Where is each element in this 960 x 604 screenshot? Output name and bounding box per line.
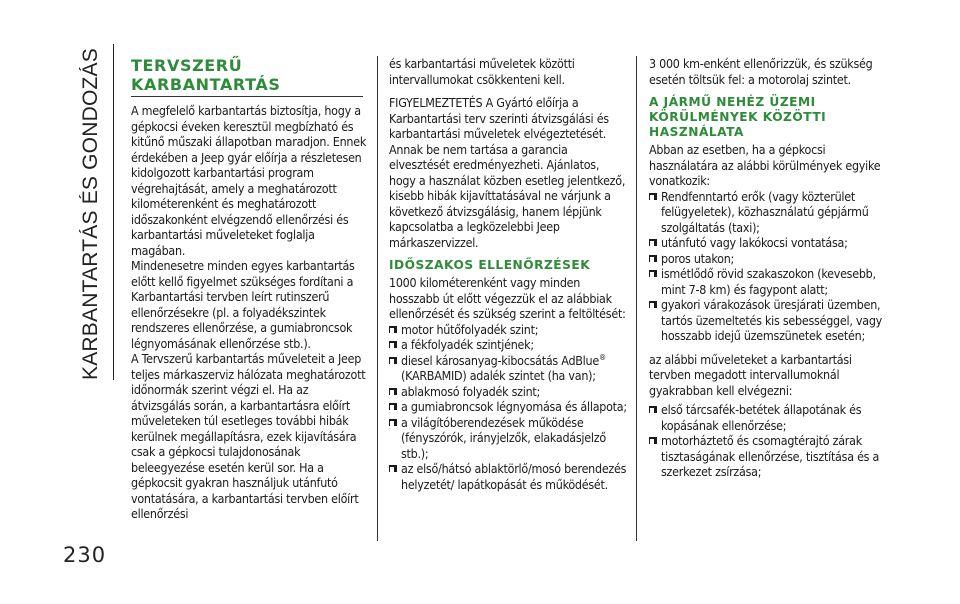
list-item — [649, 402, 887, 433]
check-list — [389, 322, 627, 493]
column-3 — [649, 56, 887, 480]
checkbox-bullet-icon — [389, 357, 397, 364]
list-item — [649, 235, 887, 251]
checkbox-bullet-icon — [649, 437, 657, 444]
list-item — [389, 399, 627, 415]
column-divider-2 — [636, 56, 637, 541]
column-1 — [131, 56, 369, 522]
list-item-text: Rendfenntartó erők (vagy közterület felügyeletek), közhasználatú gépjármű szolgáltatás (taxi); — [661, 188, 869, 235]
checkbox-bullet-icon — [389, 326, 397, 333]
list-item-text: az első/hátsó ablaktörlő/mosó berendezés helyzetét/ lapátkopását és működését. — [401, 461, 627, 492]
paragraph: A Tervszerű karbantartás műveleteit a Jeep teljes márkaszerviz hálózata meghatározott időnormák szerint végzi el. Ha az átvizsgálás során, a karbantartásra előírt műveleteken túl esetleges további hibák kerülnek megállapításra, ezek kijavítására csak a gépkocsi tulajdonosának beleegyezése esetén kerül sor. Ha a gépkocsit gyakran használjuk utánfutó vontatására, a karbantartási tervben előírt ellenőrzési — [131, 351, 366, 521]
registered-mark: ® — [598, 352, 606, 362]
list-item-text: utánfutó vagy lakókocsi vontatása; — [661, 235, 848, 250]
list-item-text: a világítóberendezések működése (fényszórók, irányjelzők, elakadásjelző stb.); — [401, 414, 606, 461]
sidebar-divider — [113, 44, 114, 380]
column-2 — [389, 56, 627, 492]
list-item-text: diesel károsanyag-kibocsátás AdBlue — [401, 352, 599, 368]
subheading-periodic-checks: IDŐSZAKOS ELLENŐRZÉSEK — [389, 258, 591, 272]
checkbox-bullet-icon — [649, 193, 657, 200]
paragraph: az alábbi műveleteket a karbantartási tervben megadott intervallumoknál gyakrabban kell elvégezni: — [649, 351, 852, 398]
operations-list — [649, 402, 887, 480]
list-item-text: a fékfolyadék szintjének; — [401, 337, 534, 352]
checkbox-bullet-icon — [389, 403, 397, 410]
list-item — [389, 461, 627, 492]
checkbox-bullet-icon — [649, 406, 657, 413]
list-item — [389, 384, 627, 400]
list-item-text: első tárcsafék-betétek állapotának és kopásának ellenőrzése; — [661, 402, 862, 433]
checkbox-bullet-icon — [649, 255, 657, 262]
heading-line-2: KARBANTARTÁS — [131, 75, 281, 94]
checkbox-bullet-icon — [389, 341, 397, 348]
section-title-vertical: KARBANTARTÁS ÉS GONDOZÁS — [79, 48, 102, 380]
heading-underline — [131, 96, 363, 97]
section-heading — [131, 56, 369, 94]
column-divider-1 — [377, 56, 378, 541]
list-item-text: gyakori várakozások üresjárati üzemben, tartós üzemeltetés kis sebességgel, vagy hosszabb idejű üzemszünetek esetén; — [661, 297, 882, 343]
paragraph: A megfelelő karbantartás biztosítja, hogy a gépkocsi éveken keresztül megbízható és kitűnő műszaki állapotban maradjon. Ennek érdekében a Jeep gyár előírja a részletesen kidolgozott karbantartási program végrehajtását, amely a meghatározott kilométerenként és meghatározott időszakonként elvégzendő ellenőrzési és karbantartási műveleteket foglalja magában. — [131, 103, 367, 258]
checkbox-bullet-icon — [389, 465, 397, 472]
list-item — [649, 297, 887, 344]
list-item — [389, 415, 627, 462]
list-item-text: ablakmosó folyadék szint; — [401, 383, 541, 399]
checkbox-bullet-icon — [649, 301, 657, 308]
list-item — [649, 266, 887, 297]
paragraph: és karbantartási műveletek közötti intervallumokat csökkenteni kell. — [389, 56, 575, 87]
list-item-text-cont: (KARBAMID) adalék szintet (ha van); — [401, 368, 596, 383]
checkbox-bullet-icon — [649, 239, 657, 246]
warning-paragraph: FIGYELMEZTETÉS A Gyártó előírja a Karbantartási terv szerinti átvizsgálási és karbantartási műveletek elvégeztetését. Annak be nem tartása a garancia elvesztését eredményezheti. Ajánlatos, hogy a használat közben esetleg jelentkező, kisebb hibák kijavíttatásával ne várjunk a következő átvizsgálásig, hanem lépjünk kapcsolatba a legközelebbi Jeep márkaszervizzel. — [389, 95, 626, 250]
list-item — [389, 353, 627, 384]
checkbox-bullet-icon — [389, 388, 397, 395]
paragraph: 3 000 km-enként ellenőrizzük, és szükség esetén töltsük fel: a motorolaj szintet. — [649, 56, 873, 87]
list-item — [389, 337, 627, 353]
list-item-text: motorháztető és csomagtérajtó zárak tisztaságának ellenőrzése, tisztítása és a szerkezet zsírzása; — [661, 433, 880, 479]
list-item — [649, 433, 887, 480]
list-item — [389, 322, 627, 338]
subheading-severe-conditions: A JÁRMŰ NEHÉZ ÜZEMI KÖRÜLMÉNYEK KÖZÖTTI HASZNÁLATA — [649, 95, 827, 139]
list-item-text: a gumiabroncsok légnyomása és állapota; — [401, 399, 627, 414]
checkbox-bullet-icon — [389, 419, 397, 426]
list-item — [649, 189, 887, 236]
page-number: 230 — [63, 543, 107, 567]
paragraph: Mindenesetre minden egyes karbantartás előtt kellő figyelmet szükséges fordítani a Karbantartási tervben leírt rutinszerű ellenőrzésekre (pl. a folyadékszintek rendszeres ellenőrzése, a gumiabroncsok légnyomásának ellenőrzése stb.). — [131, 258, 355, 351]
conditions-list — [649, 189, 887, 344]
list-item-text: motor hűtőfolyadék szint; — [401, 321, 539, 337]
list-item — [649, 251, 887, 267]
paragraph: 1000 kilométerenként vagy minden hosszabb út előtt végezzük el az alábbiak ellenőrzését és szükség szerint a feltöltését: — [389, 275, 626, 321]
list-item-text: poros utakon; — [661, 250, 735, 266]
checkbox-bullet-icon — [649, 270, 657, 277]
heading-line-1: TERVSZERŰ — [131, 56, 243, 75]
list-item-text: ismétlődő rövid szakaszokon (kevesebb, mint 7-8 km) és fagypont alatt; — [661, 266, 876, 297]
paragraph: Abban az esetben, ha a gépkocsi használatára az alábbi körülmények egyike vonatkozik: — [649, 142, 881, 188]
